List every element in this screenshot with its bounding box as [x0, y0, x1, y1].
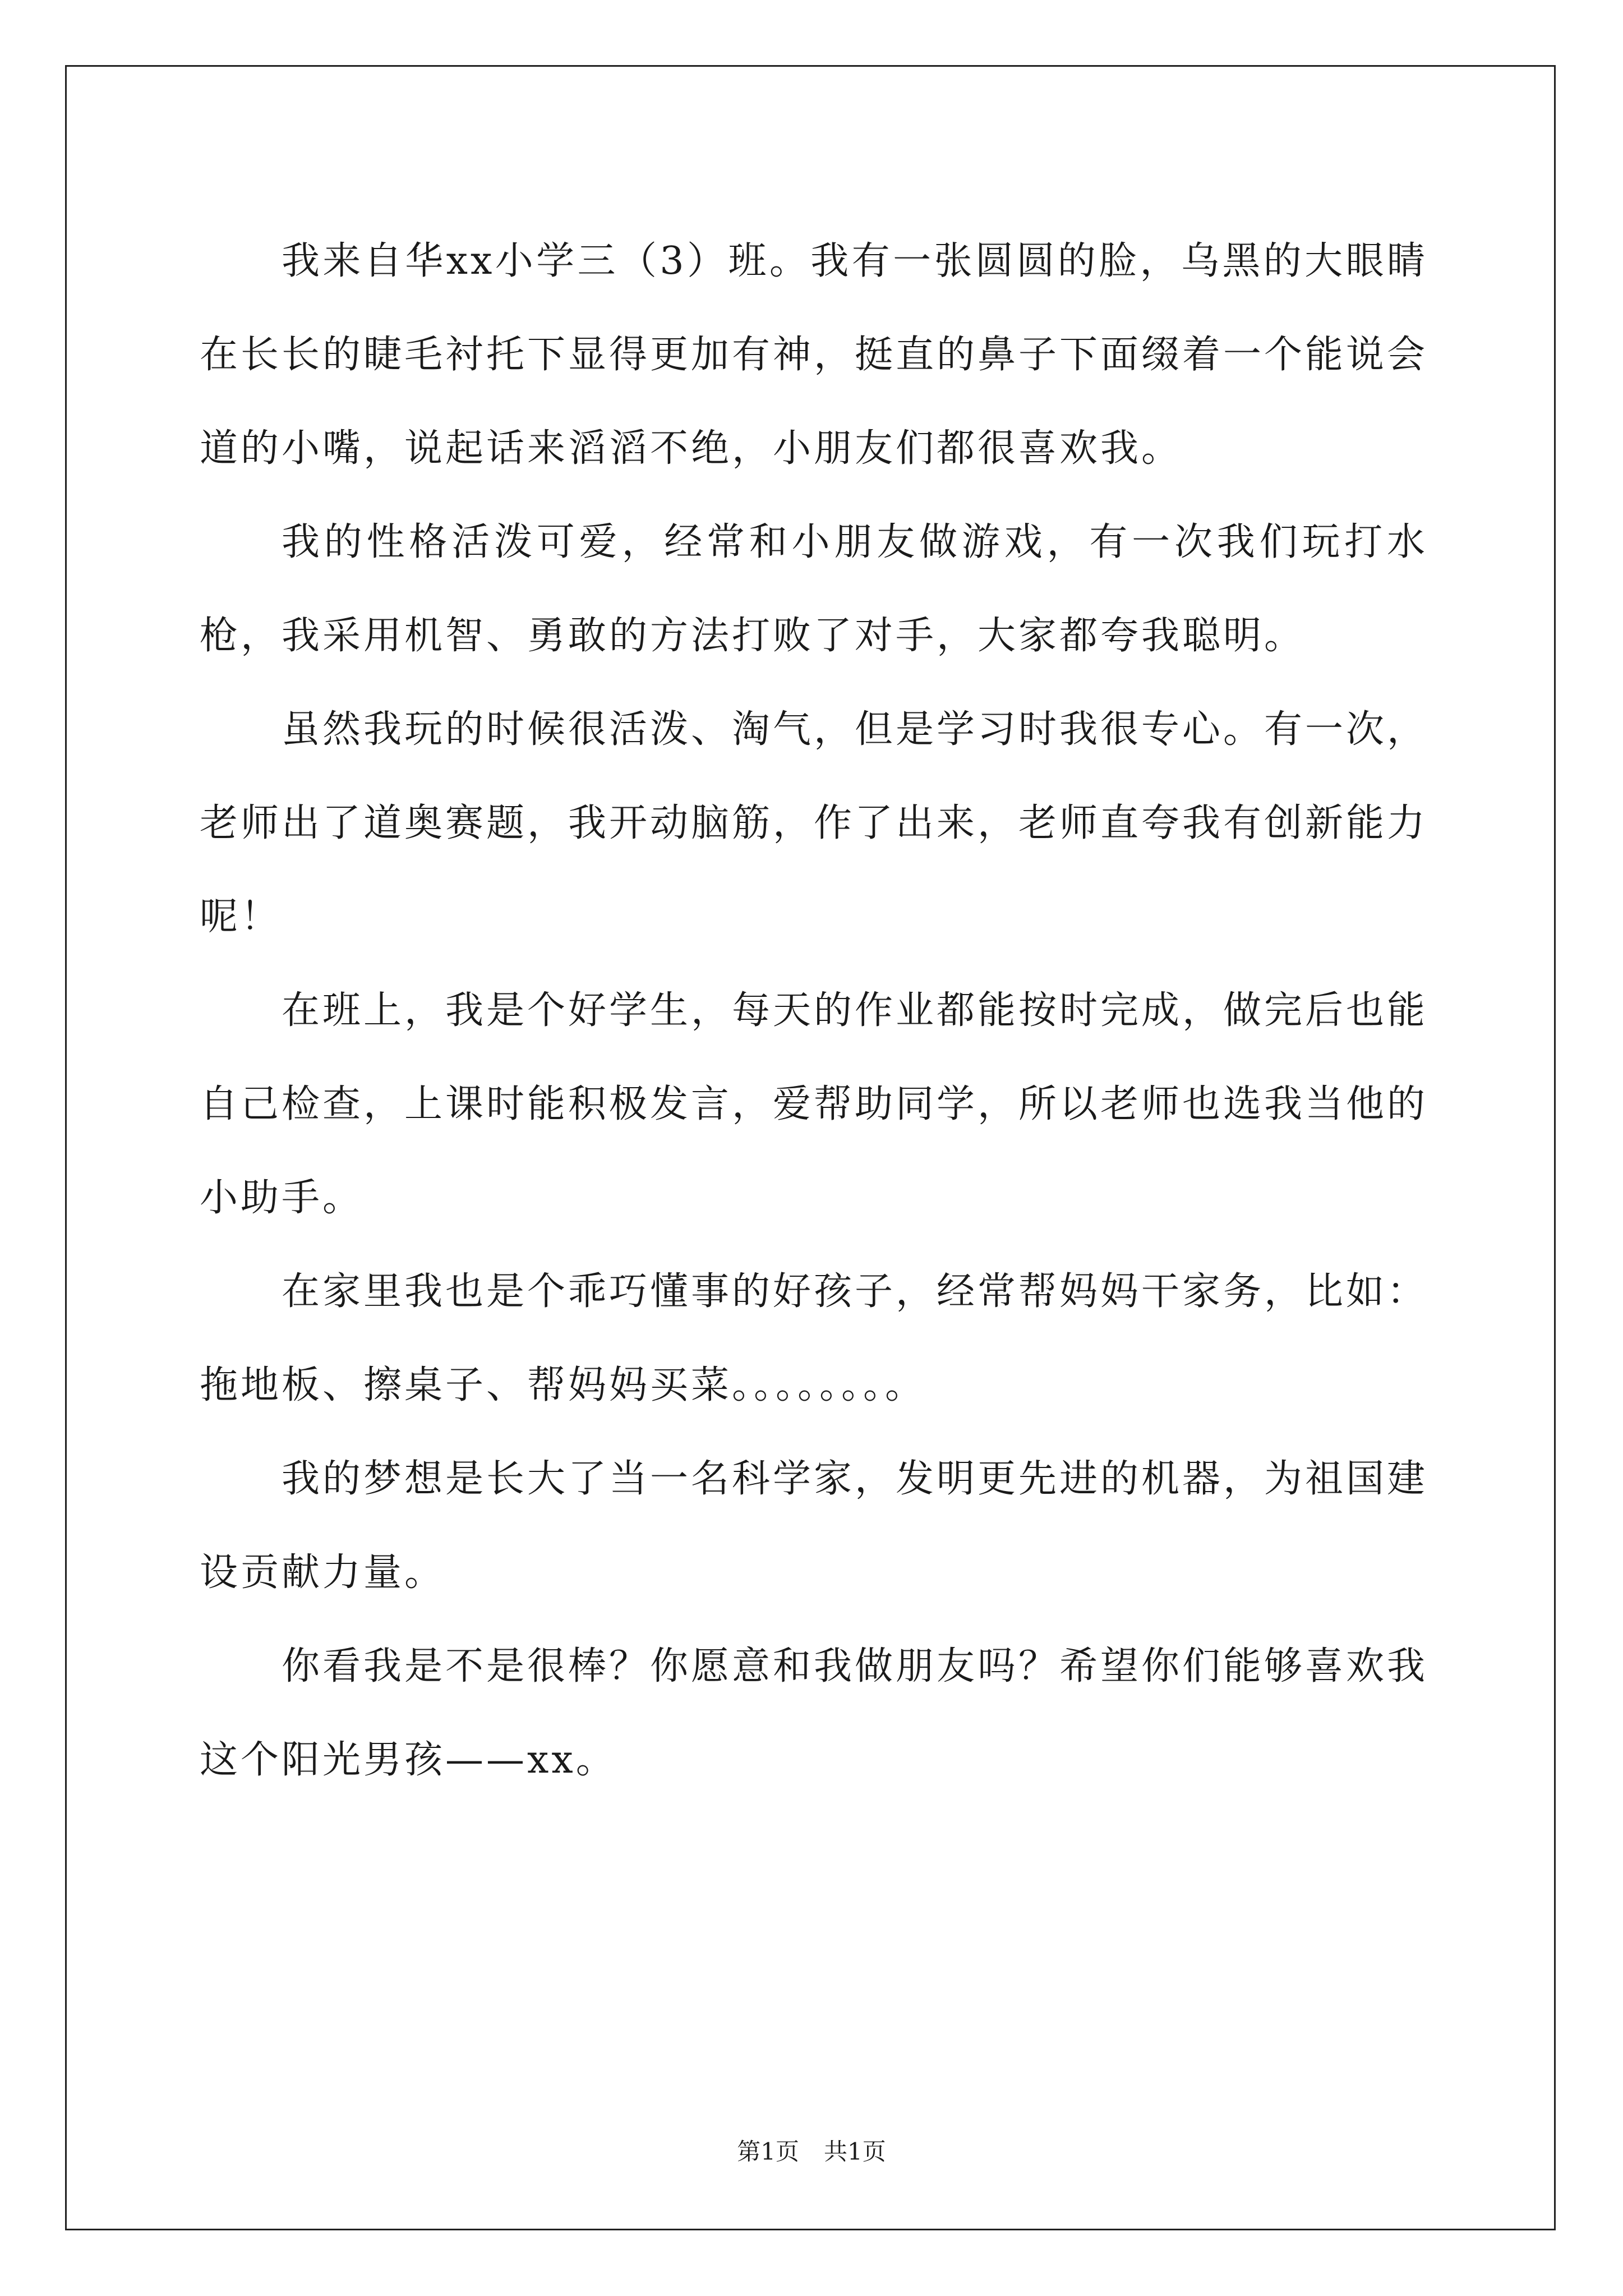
- paragraph-2: 我的性格活泼可爱，经常和小朋友做游戏，有一次我们玩打水枪，我采用机智、勇敢的方法打败了对手，大家都夸我聪明。: [200, 520, 1428, 658]
- page-footer: [0, 2135, 1623, 2169]
- paragraph-3: 虽然我玩的时候很活泼、淘气，但是学习时我很专心。有一次，老师出了道奥赛题，我开动脑筋，作了出来，老师直夸我有创新能力呢！: [200, 707, 1428, 939]
- paragraph-4: 在班上，我是个好学生，每天的作业都能按时完成，做完后也能自己检查，上课时能积极发言，爱帮助同学，所以老师也选我当他的小助手。: [200, 988, 1428, 1220]
- document-body: [200, 214, 1428, 1807]
- page-number-total: 共1页: [824, 2138, 886, 2165]
- paragraph-6: 我的梦想是长大了当一名科学家，发明更先进的机器，为祖国建设贡献力量。: [200, 1457, 1428, 1595]
- paragraph-1: 我来自华xx小学三（3）班。我有一张圆圆的脸，乌黑的大眼睛在长长的睫毛衬托下显得更加有神，挺直的鼻子下面缀着一个能说会道的小嘴，说起话来滔滔不绝，小朋友们都很喜欢我。: [200, 239, 1428, 471]
- paragraph-7: 你看我是不是很棒？你愿意和我做朋友吗？希望你们能够喜欢我这个阳光男孩——xx。: [200, 1644, 1428, 1782]
- paragraph-5: 在家里我也是个乖巧懂事的好孩子，经常帮妈妈干家务，比如：拖地板、擦桌子、帮妈妈买菜。。。。。。。。: [200, 1269, 1428, 1407]
- page-number-current: 第1页: [737, 2138, 799, 2165]
